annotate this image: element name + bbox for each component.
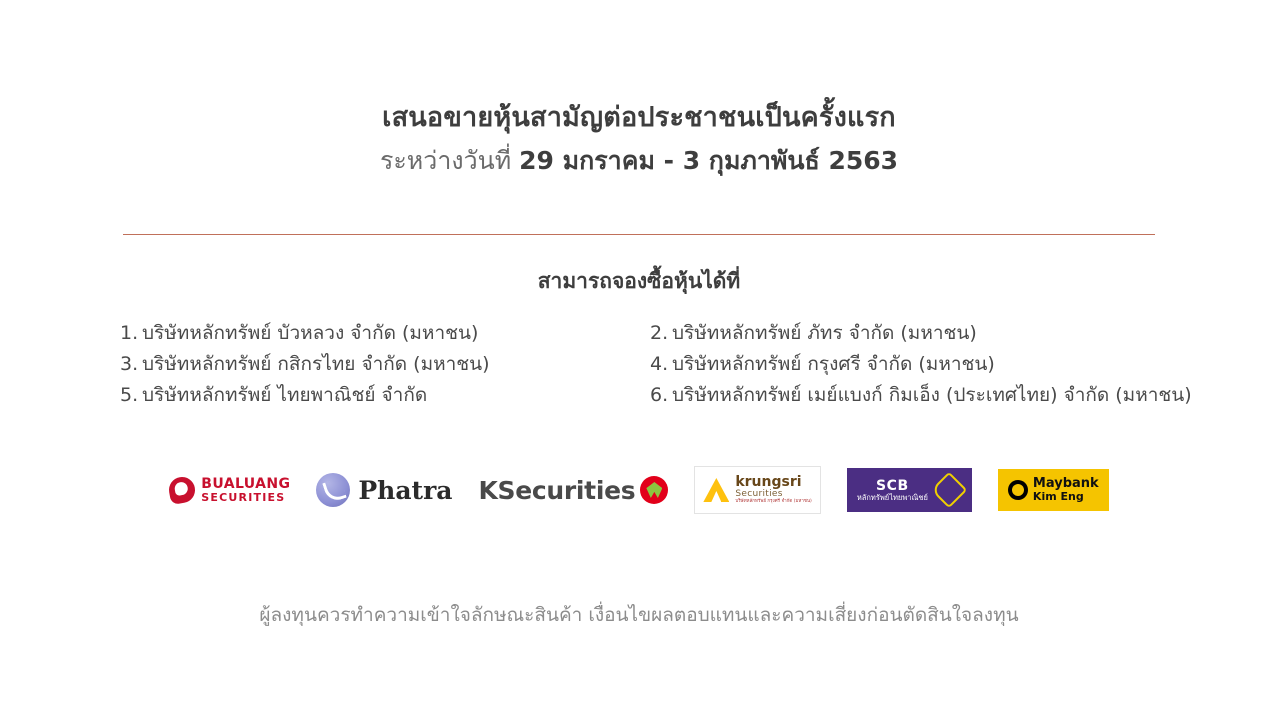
page-title: เสนอขายหุ้นสามัญต่อประชาชนเป็นครั้งแรก — [382, 102, 896, 133]
list-item — [640, 318, 1170, 349]
disclaimer-text: ผู้ลงทุนควรทำความเข้าใจลักษณะสินค้า เงื่อนไขผลตอบแทนและความเสี่ยงก่อนตัดสินใจลงทุน — [259, 604, 1019, 626]
divider — [123, 234, 1155, 235]
scb-securities-logo — [847, 468, 972, 512]
bualuang-logo-line1: BUALUANG — [201, 475, 291, 492]
section-heading: สามารถจองซื้อหุ้นได้ที่ — [537, 269, 741, 293]
scb-logo-line1: SCB — [875, 477, 909, 494]
broker-list — [110, 318, 1192, 411]
offering-period — [0, 145, 1278, 178]
maybank-logo-line2: Kim Eng — [1032, 490, 1084, 504]
list-item — [110, 318, 640, 349]
krungsri-securities-logo — [694, 466, 820, 514]
krungsri-triangle-icon — [703, 478, 729, 502]
phatra-logo — [316, 468, 452, 512]
title-block — [0, 100, 1278, 178]
krungsri-logo-line2: Securities — [735, 489, 783, 500]
phatra-circle-icon — [316, 473, 350, 507]
kasikorn-leaf-icon — [640, 476, 668, 504]
phatra-logo-text: Phatra — [358, 475, 453, 505]
list-item-label: บริษัทหลักทรัพย์ กรุงศรี จำกัด (มหาชน) — [672, 353, 995, 375]
list-item-number: 2. — [650, 322, 669, 344]
scb-leaf-icon — [931, 472, 968, 509]
ksecurities-logo — [478, 468, 668, 512]
krungsri-logo-text — [735, 475, 811, 505]
list-item-label: บริษัทหลักทรัพย์ กสิกรไทย จำกัด (มหาชน) — [142, 353, 490, 375]
maybank-kimeng-logo — [998, 469, 1109, 511]
offering-period-prefix: ระหว่างวันที่ — [379, 146, 520, 176]
maybank-logo-line1: Maybank — [1032, 475, 1099, 491]
list-item-label: บริษัทหลักทรัพย์ ภัทร จำกัด (มหาชน) — [672, 322, 977, 344]
offering-period-dates: 29 มกราคม - 3 กุมภาพันธ์ 2563 — [519, 146, 899, 176]
maybank-logo-text — [1033, 477, 1099, 503]
bualuang-logo-line2: SECURITIES — [201, 490, 286, 504]
list-item — [640, 380, 1192, 411]
ksecurities-logo-text: KSecurities — [478, 475, 636, 505]
list-item-label: บริษัทหลักทรัพย์ บัวหลวง จำกัด (มหาชน) — [142, 322, 479, 344]
krungsri-logo-line1: krungsri — [735, 473, 802, 490]
list-item-number: 6. — [650, 384, 669, 406]
list-item-number: 4. — [650, 353, 669, 375]
bualuang-logo-text — [201, 477, 290, 503]
list-item-number: 1. — [120, 322, 139, 344]
list-item-label: บริษัทหลักทรัพย์ เมย์แบงก์ กิมเอ็ง (ประเทศไทย) จำกัด (มหาชน) — [672, 384, 1192, 406]
bualuang-securities-logo — [169, 468, 290, 512]
krungsri-logo-line3: บริษัทหลักทรัพย์ กรุงศรี จำกัด (มหาชน) — [735, 499, 812, 505]
bualuang-lotus-icon — [167, 475, 197, 505]
list-item — [110, 349, 640, 380]
maybank-tiger-icon — [1008, 480, 1028, 500]
scb-logo-text — [857, 478, 928, 503]
scb-logo-line2: หลักทรัพย์ไทยพาณิชย์ — [856, 492, 928, 502]
list-item-number: 3. — [120, 353, 139, 375]
list-item-number: 5. — [120, 384, 139, 406]
list-item — [640, 349, 1170, 380]
list-item — [110, 380, 640, 411]
logo-row — [0, 466, 1278, 514]
list-item-label: บริษัทหลักทรัพย์ ไทยพาณิชย์ จำกัด — [142, 384, 428, 406]
